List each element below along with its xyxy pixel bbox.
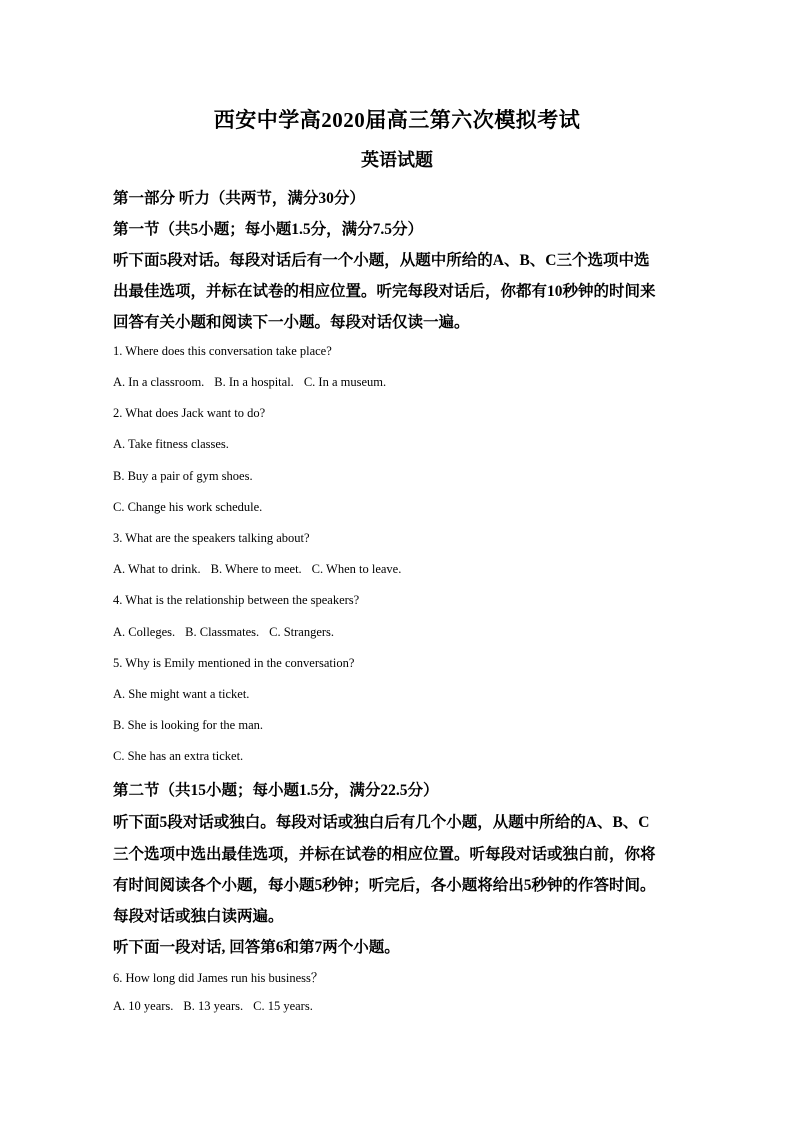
section2-instruction-line: 有时间阅读各个小题，每小题5秒钟；听完后，各小题将给出5秒钟的作答时间。 <box>113 877 656 894</box>
question-stem: 4. What is the relationship between the speakers? <box>113 593 360 607</box>
question-options <box>113 562 401 577</box>
section1-instruction-line: 出最佳选项，并标在试卷的相应位置。听完每段对话后，你都有10秒钟的时间来 <box>113 283 656 300</box>
option-b: B. Classmates. <box>185 625 260 639</box>
option-a: A. Colleges. <box>113 625 176 639</box>
option-b: B. Where to meet. <box>210 562 302 576</box>
option-a: A. She might want a ticket. <box>113 687 250 701</box>
option-a: A. What to drink. <box>113 562 201 576</box>
section2-instruction-line: 三个选项中选出最佳选项，并标在试卷的相应位置。听每段对话或独白前，你将 <box>113 846 656 863</box>
question-options <box>113 625 334 640</box>
option-c: C. Change his work schedule. <box>113 500 263 514</box>
option-c: C. She has an extra ticket. <box>113 749 244 763</box>
question-stem: 5. Why is Emily mentioned in the conversation? <box>113 656 355 670</box>
option-c: C. 15 years. <box>253 999 313 1013</box>
option-a: A. In a classroom. <box>113 375 205 389</box>
option-a: A. Take fitness classes. <box>113 437 229 451</box>
option-b: B. In a hospital. <box>214 375 294 389</box>
option-b: B. She is looking for the man. <box>113 718 263 732</box>
dialogue-group-heading: 听下面一段对话, 回答第6和第7两个小题。 <box>113 939 400 956</box>
section2-heading: 第二节（共15小题；每小题1.5分，满分22.5分） <box>113 782 439 799</box>
section2-instruction-line: 听下面5段对话或独白。每段对话或独白后有几个小题，从题中所给的A、B、C <box>113 814 650 831</box>
section1-instruction-line: 回答有关小题和阅读下一小题。每段对话仅读一遍。 <box>113 314 470 331</box>
question-options <box>113 375 386 390</box>
question-stem: 2. What does Jack want to do? <box>113 406 266 420</box>
option-b: B. 13 years. <box>183 999 244 1013</box>
option-c: C. Strangers. <box>269 625 335 639</box>
exam-title: 西安中学高2020届高三第六次模拟考试 <box>213 108 581 132</box>
exam-subtitle: 英语试题 <box>361 150 433 170</box>
section1-instruction-line: 听下面5段对话。每段对话后有一个小题，从题中所给的A、B、C三个选项中选 <box>113 252 650 269</box>
section1-heading: 第一节（共5小题；每小题1.5分，满分7.5分） <box>113 221 424 238</box>
option-b: B. Buy a pair of gym shoes. <box>113 469 253 483</box>
question-options <box>113 999 313 1014</box>
question-stem: 1. Where does this conversation take place? <box>113 344 332 358</box>
option-c: C. When to leave. <box>311 562 402 576</box>
option-a: A. 10 years. <box>113 999 174 1013</box>
option-c: C. In a museum. <box>303 375 387 389</box>
part1-heading: 第一部分 听力（共两节，满分30分） <box>113 190 365 207</box>
section2-instruction-line: 每段对话或独白读两遍。 <box>113 908 284 925</box>
question-stem: 3. What are the speakers talking about? <box>113 531 310 545</box>
question-stem: 6. How long did James run his business？ <box>113 971 324 985</box>
